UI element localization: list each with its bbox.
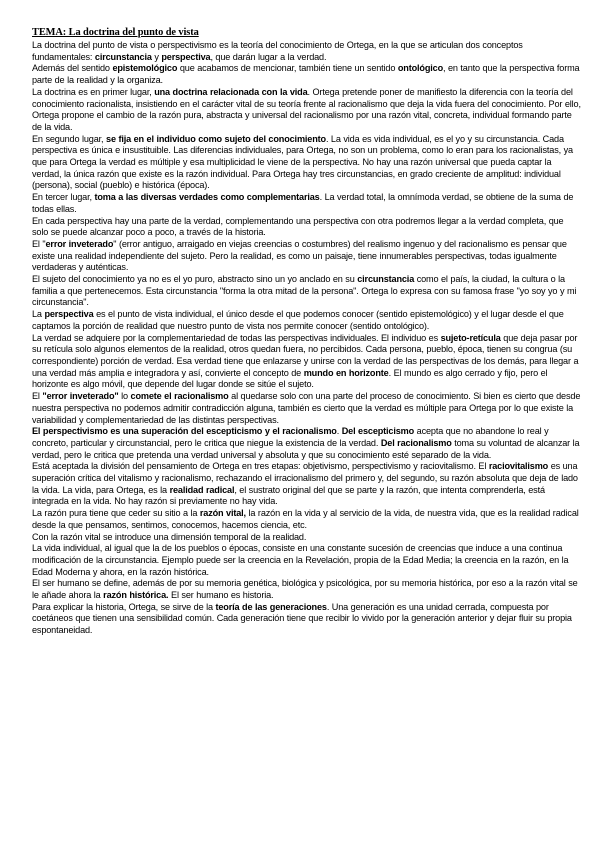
bold-text: teoría de las generaciones xyxy=(215,601,327,612)
text-run: Además del sentido xyxy=(32,63,113,74)
bold-text: "error inveterado" xyxy=(42,391,119,402)
bold-text: razón histórica. xyxy=(103,590,169,601)
text-run: . xyxy=(336,426,342,437)
bold-text: se fija en el individuo como sujeto del conocimiento xyxy=(106,133,326,144)
paragraph xyxy=(32,239,582,274)
text-run: , que darán lugar a la verdad. xyxy=(210,51,327,62)
text-run: La doctrina del punto de vista o perspectivismo es la teoría del conocimiento de Ortega, en la que se articulan dos conceptos fundamentales: xyxy=(32,40,523,62)
text-run: El ser humano es historia. xyxy=(168,590,274,601)
text-run: " (error antiguo, arraigado en viejas creencias o costumbres) del realismo ingenuo y del racionalismo es pensar que existe una realidad independiente del sujeto. Pero la realidad, es como un paisaje, tiene innumerables perspectivas, todas igualmente verdaderas y auténticas. xyxy=(32,238,567,273)
text-run: . La vida es vida individual, es el yo y su circunstancia. Cada perspectiva es única e insustituible. Las diferencias individuales, para Ortega, no son un problema, como lo eran para los racionalistas, ya que para Ortega la verdad es múltiple y esa multiplicidad le viene de la perspectiva. No hay una razón universal que pueda captar la verdad, la única razón que existe es la razón individual. Para Ortega hay tres circunstancias, en grado creciente de amplitud: individual (persona), social (pueblo) e histórica (época). xyxy=(32,133,573,191)
paragraph xyxy=(32,543,582,578)
text-run: . Una generación es una unidad cerrada, compuesta por coetáneos que tienen una sensibilidad común. Cada generación tiene que recibir lo vivido por la generación anterior y dejar fluir su propia espontaneidad. xyxy=(32,601,572,636)
bold-text: realidad radical xyxy=(169,484,235,495)
bold-text: una doctrina relacionada con la vida xyxy=(154,86,308,97)
text-run: El xyxy=(32,391,43,402)
text-run: . El mundo es algo cerrado y fijo, pero el horizonte es algo móvil, que depende del lugar donde se sitúe el sujeto. xyxy=(32,367,548,390)
text-run: acepta que no abandone lo real y concreto, particular y circunstancial, pero le critica que niegue la existencia de la verdad. xyxy=(32,426,549,448)
text-run: La xyxy=(32,309,45,320)
text-run: al quedarse solo con una parte del proceso de conocimiento. Si bien es cierto que desde nuestra perspectiva no podemos admitir contradicción alguna, también es cierto que la verdad es múltiple para Ortega por lo que existe la variabilidad y complementariedad de las distintas perspectivas. xyxy=(32,391,581,425)
text-run: lo xyxy=(118,391,131,402)
paragraph xyxy=(32,602,582,637)
text-run: La verdad se adquiere por la complementariedad de todas las perspectivas individuales. El individuo es xyxy=(32,332,441,343)
paragraph xyxy=(32,578,582,601)
text-run: En tercer lugar, xyxy=(32,192,95,203)
paragraph xyxy=(32,192,582,215)
bold-text: circunstancia xyxy=(357,274,415,285)
bold-text: Del racionalismo xyxy=(380,437,452,448)
document-title: TEMA: La doctrina del punto de vista xyxy=(32,27,199,38)
text-run: El sujeto del conocimiento ya no es el yo puro, abstracto sino un yo anclado en su xyxy=(32,274,358,285)
text-run: La vida individual, al igual que la de los pueblos o épocas, consiste en una constante sucesión de creencias que induce a una continua modificación de la circunstancia. Ejemplo puede ser la creencia en la Revelación, propia de la Edad Media; la creencia en la razón, en la Edad Moderna y ahora, en la razón histórica. xyxy=(32,543,569,577)
text-run: Está aceptada la división del pensamiento de Ortega en tres etapas: objetivismo, perspectivismo y raciovitalismo. El xyxy=(32,461,489,472)
paragraph xyxy=(32,461,582,508)
bold-text: razón vital, xyxy=(199,508,246,519)
text-run: , en tanto que la perspectiva forma parte de la realidad y la organiza. xyxy=(32,63,580,86)
text-run: Con la razón vital se introduce una dimensión temporal de la realidad. xyxy=(32,531,307,542)
text-run: , el sustrato original del que se parte y la razón, que intenta comprenderla, está integrada en la vida. No hay razón si previamente no hay vida. xyxy=(32,484,545,507)
bold-text: ontológico xyxy=(397,63,444,74)
text-run: la razón en la vida y al servicio de la vida, de nuestra vida, que es la realidad radical desde la que pensamos, sentimos, conocemos, hacemos ciencia, etc. xyxy=(32,508,579,530)
bold-text: perspectiva xyxy=(44,309,94,320)
paragraph xyxy=(32,532,582,544)
text-run: El " xyxy=(32,238,46,249)
paragraph xyxy=(32,309,582,332)
bold-text: comete el racionalismo xyxy=(130,391,229,402)
bold-text: epistemológico xyxy=(112,63,178,74)
bold-text: Del escepticismo xyxy=(341,426,415,437)
paragraph xyxy=(32,40,582,63)
text-run: es el punto de vista individual, el único desde el que podemos conocer (sentido epistemológico) y el lugar desde el que captamos la porción de realidad que nuestro punto de vista nos permite conocer (sentido ontológico). xyxy=(32,309,564,331)
bold-text: El perspectivismo es una superación del escepticismo y el racionalismo xyxy=(32,426,337,437)
paragraph xyxy=(32,216,582,239)
text-run: toma su voluntad de alcanzar la verdad, pero le critica que pretenda una verdad universal y absoluta y que su conocimiento esté separado de la vida. xyxy=(32,437,580,460)
bold-text: error inveterado xyxy=(45,238,114,249)
paragraph xyxy=(32,63,582,86)
text-run: El ser humano se define, además de por su memoria genética, biológica y psicológica, por su memoria histórica, por eso a la razón vital se le añade ahora la xyxy=(32,578,578,601)
paragraph xyxy=(32,87,582,134)
paragraph xyxy=(32,274,582,309)
text-run: En segundo lugar, xyxy=(32,133,107,144)
text-run: y xyxy=(151,51,162,62)
paragraph xyxy=(32,134,582,193)
bold-text: sujeto-retícula xyxy=(440,332,501,343)
text-run: como el país, la ciudad, la cultura o la familia a que pertenecemos. Esta circunstancia "forma la otra mitad de la persona". Ortega lo expresa con su famosa frase "yo soy yo y mi circunstancia". xyxy=(32,274,577,308)
text-run: que deja pasar por su retícula solo algunos elementos de la realidad, otros quedan fuera, no percibidos. Cada persona, pueblo, época, tienen su congrua (su correspondiente) porción de verdad. Esa verdad tiene que enlazarse y unirse con la verdad de las perspectivas de los demás, para llegar a una verdad más amplia e integradora y así, convierte el concepto de xyxy=(32,332,579,378)
text-run: . Ortega pretende poner de manifiesto la diferencia con la teoría del conocimiento racionalista, insistiendo en el carácter vital de su teoría frente al racionalismo que deja la vida fuera del conocimiento. Por ello, Ortega propone el cambio de la razón pura, abstracta y universal del racionalismo por una razón vital, concreta, individual formando parte de la vida. xyxy=(32,86,581,132)
bold-text: circunstancia xyxy=(94,51,152,62)
text-run: La razón pura tiene que ceder su sitio a la xyxy=(32,508,200,519)
bold-text: raciovitalismo xyxy=(488,461,549,472)
text-run: En cada perspectiva hay una parte de la verdad, complementando una perspectiva con otra podremos llegar a la verdad completa, que solo se puede alcanzar poco a poco, a través de la historia. xyxy=(32,215,564,238)
text-run: La doctrina es en primer lugar, xyxy=(32,86,155,97)
text-run: Para explicar la historia, Ortega, se sirve de la xyxy=(32,601,216,612)
bold-text: mundo en horizonte xyxy=(303,367,389,378)
text-run: que acabamos de mencionar, también tiene un sentido xyxy=(177,63,398,74)
paragraph xyxy=(32,333,582,392)
bold-text: toma a las diversas verdades como complementarias xyxy=(94,192,320,203)
paragraph xyxy=(32,391,582,426)
paragraph xyxy=(32,508,582,531)
paragraph xyxy=(32,426,582,461)
document-body xyxy=(32,40,582,637)
bold-text: perspectiva xyxy=(161,51,211,62)
text-run: es una superación crítica del vitalismo y racionalismo, rechazando el irracionalismo del primero y, del segundo, su razón absoluta que deja de lado la vida. La vida, para Ortega, es la xyxy=(32,461,578,495)
text-run: . La verdad total, la omnímoda verdad, se obtiene de la suma de todas ellas. xyxy=(32,192,574,214)
